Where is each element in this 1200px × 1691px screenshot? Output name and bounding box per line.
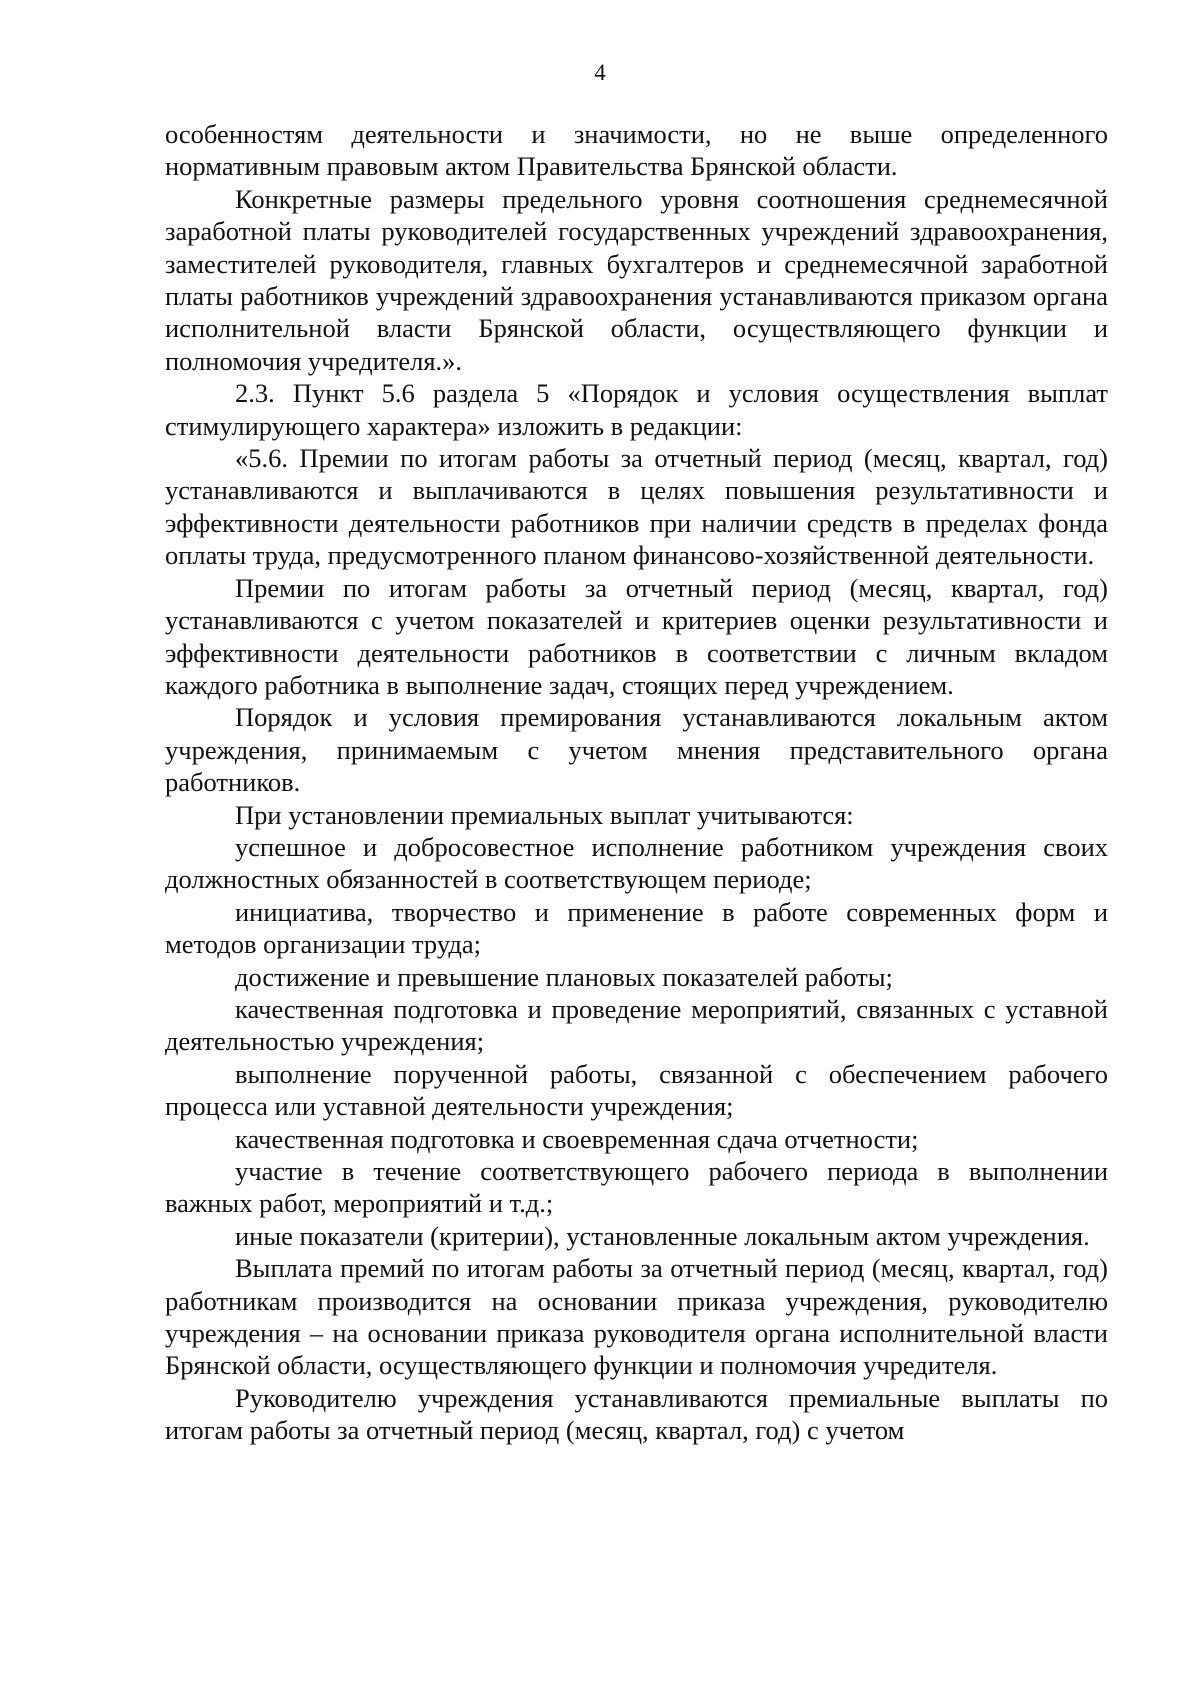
paragraph-payment-basis: Выплата премий по итогам работы за отчетный период (месяц, квартал, год) работникам производится на основании приказа учреждения, руководителю учреждения – на основании приказа руководителя органа исполнительной власти Брянской области, осуществляющего функции и полномочия учредителя. [165, 1253, 1108, 1381]
list-item-factor: иные показатели (критерии), установленные локальным актом учреждения. [235, 1220, 1090, 1251]
list-item-factor: участие в течение соответствующего рабочего периода в выполнении важных работ, мероприятий и т.д.; [165, 1156, 1108, 1219]
paragraph-bonus-criteria: Премии по итогам работы за отчетный период (месяц, квартал, год) устанавливаются с учетом показателей и критериев оценки результативности и эффективности деятельности работников в соответствии с личным вкладом каждого работника в выполнение задач, стоящих перед учреждением. [165, 572, 1108, 700]
paragraph-head-bonus: Руководителю учреждения устанавливаются премиальные выплаты по итогам работы за отчетный период (месяц, квартал, год) с учетом [165, 1382, 1108, 1446]
document-body [165, 118, 1108, 1447]
paragraph-continuation: особенностям деятельности и значимости, но не выше определенного нормативным правовым актом Правительства Брянской области. [165, 119, 1108, 182]
list-item-factor: качественная подготовка и своевременная сдача отчетности; [235, 1123, 919, 1154]
paragraph-clause-5-6: «5.6. Премии по итогам работы за отчетный период (месяц, квартал, год) устанавливаются и выплачиваются в целях повышения результативности и эффективности деятельности работников при наличии средств в пределах фонда оплаты труда, предусмотренного планом финансово-хозяйственной деятельности. [165, 443, 1108, 571]
list-item-factor: достижение и превышение плановых показателей работы; [235, 961, 893, 992]
list-item-factor: качественная подготовка и проведение мероприятий, связанных с уставной деятельностью учреждения; [165, 993, 1108, 1057]
paragraph-clause-2-3: 2.3. Пункт 5.6 раздела 5 «Порядок и условия осуществления выплат стимулирующего характера» изложить в редакции: [165, 378, 1108, 441]
paragraph-bonus-procedure: Порядок и условия премирования устанавливаются локальным актом учреждения, принимаемым с учетом мнения представительного органа работников. [165, 702, 1108, 798]
paragraph-salary-ratio: Конкретные размеры предельного уровня соотношения среднемесячной заработной платы руководителей государственных учреждений здравоохранения, заместителей руководителя, главных бухгалтеров и среднемесячной заработной платы работников учреждений здравоохранения устанавливаются приказом органа исполнительной власти Брянской области, осуществляющего функции и полномочия учредителя.». [165, 183, 1108, 376]
list-item-factor: успешное и добросовестное исполнение работником учреждения своих должностных обязанностей в соответствующем периоде; [165, 831, 1108, 895]
page-number: 4 [594, 60, 606, 85]
list-item-factor: инициатива, творчество и применение в работе современных форм и методов организации труда; [165, 896, 1108, 960]
paragraph-factors-intro: При установлении премиальных выплат учитываются: [235, 799, 854, 830]
list-item-factor: выполнение порученной работы, связанной с обеспечением рабочего процесса или уставной деятельности учреждения; [165, 1058, 1108, 1122]
